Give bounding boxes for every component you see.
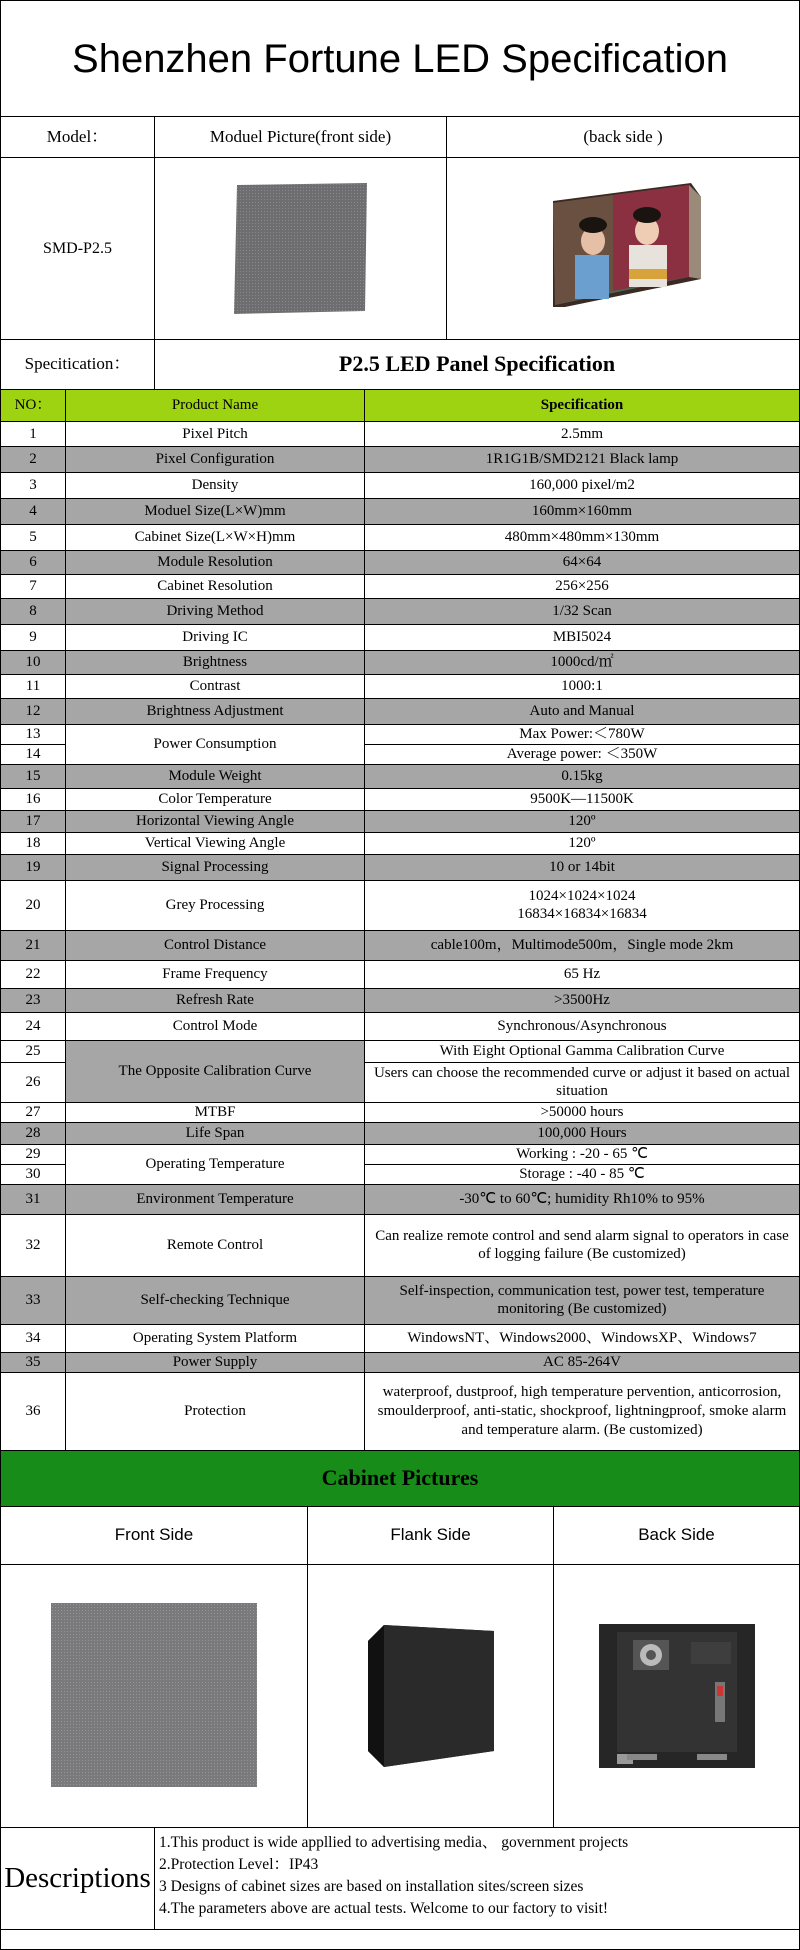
row-spec: Synchronous/Asynchronous: [365, 1012, 800, 1040]
row-number: 23: [1, 988, 66, 1012]
row-spec: MBI5024: [365, 625, 800, 651]
row-name: Grey Processing: [66, 880, 365, 930]
spec-row: [1, 422, 800, 447]
spec-row: [1, 699, 800, 725]
row-name: Moduel Size(L×W)mm: [66, 499, 365, 525]
row-number: 34: [1, 1324, 66, 1352]
row-number: 26: [1, 1062, 66, 1102]
row-spec: AC 85-264V: [365, 1352, 800, 1372]
row-number: 16: [1, 788, 66, 810]
row-name: Pixel Configuration: [66, 447, 365, 473]
cabinet-front-cell: [0, 1564, 308, 1828]
spec-row: [1, 725, 800, 745]
spec-table-header: [1, 390, 800, 422]
spec-row: [1, 675, 800, 699]
row-name: Control Mode: [66, 1012, 365, 1040]
spec-row: [1, 832, 800, 854]
row-number: 18: [1, 832, 66, 854]
row-spec: 160,000 pixel/m2: [365, 473, 800, 499]
spec-row: [1, 988, 800, 1012]
row-spec: Average power: ＜350W: [365, 745, 800, 765]
spec-row: [1, 1214, 800, 1276]
module-front-cell: [154, 157, 447, 340]
row-name: Refresh Rate: [66, 988, 365, 1012]
row-name: Operating Temperature: [66, 1144, 365, 1184]
row-spec: 480mm×480mm×130mm: [365, 525, 800, 551]
module-back-cell: [446, 157, 800, 340]
row-number: 28: [1, 1122, 66, 1144]
spec-label: Specitication：: [0, 339, 155, 390]
row-number: 3: [1, 473, 66, 499]
spec-row: [1, 599, 800, 625]
spec-row: [1, 880, 800, 930]
row-number: 31: [1, 1184, 66, 1214]
spec-row: [1, 551, 800, 575]
row-spec: 65 Hz: [365, 960, 800, 988]
cabinet-back-cell: [553, 1564, 800, 1828]
module-back-image: [543, 179, 703, 319]
row-number: 4: [1, 499, 66, 525]
row-spec: 1024×1024×1024 16834×16834×16834: [365, 880, 800, 930]
row-name: Operating System Platform: [66, 1324, 365, 1352]
spec-row: [1, 854, 800, 880]
row-number: 33: [1, 1276, 66, 1324]
row-number: 12: [1, 699, 66, 725]
row-number: 10: [1, 651, 66, 675]
spec-row: [1, 788, 800, 810]
cabinet-flank-image: [366, 1621, 496, 1771]
header-no: NO：: [1, 390, 66, 422]
row-name: Control Distance: [66, 930, 365, 960]
row-number: 17: [1, 810, 66, 832]
row-number: 21: [1, 930, 66, 960]
spec-table-body: [1, 390, 800, 1451]
row-number: 2: [1, 447, 66, 473]
row-number: 30: [1, 1164, 66, 1184]
row-spec: >50000 hours: [365, 1102, 800, 1122]
spec-row: [1, 1352, 800, 1372]
row-number: 13: [1, 725, 66, 745]
description-line-4: 4.The parameters above are actual tests. Welcome to our factory to visit!: [159, 1900, 609, 1917]
page-title: Shenzhen Fortune LED Specification: [0, 0, 800, 117]
row-number: 9: [1, 625, 66, 651]
row-number: 7: [1, 575, 66, 599]
description-line-1: 1.This product is wide appllied to advertising media、 government projects: [159, 1834, 629, 1851]
row-spec: 256×256: [365, 575, 800, 599]
row-name: Module Resolution: [66, 551, 365, 575]
row-number: 6: [1, 551, 66, 575]
row-name: Self-checking Technique: [66, 1276, 365, 1324]
row-number: 24: [1, 1012, 66, 1040]
row-name: Color Temperature: [66, 788, 365, 810]
row-spec: 1/32 Scan: [365, 599, 800, 625]
row-spec: 100,000 Hours: [365, 1122, 800, 1144]
spec-row: [1, 1122, 800, 1144]
row-name: Vertical Viewing Angle: [66, 832, 365, 854]
model-value: SMD-P2.5: [0, 157, 155, 340]
row-number: 1: [1, 422, 66, 447]
back-side-header: (back side ): [446, 116, 800, 158]
row-name: MTBF: [66, 1102, 365, 1122]
header-spec: Specification: [365, 390, 800, 422]
row-name: Environment Temperature: [66, 1184, 365, 1214]
spec-row: [1, 625, 800, 651]
row-spec: Users can choose the recommended curve or adjust it based on actual situation: [365, 1062, 800, 1102]
front-side-label: Front Side: [0, 1506, 308, 1565]
row-spec: waterproof, dustproof, high temperature pervention, anticorrosion, smoulderproof, anti-static, shockproof, lightningproof, smoke alarm and temperature alarm. (Be customized): [365, 1372, 800, 1450]
spec-row: [1, 960, 800, 988]
spec-row: [1, 1184, 800, 1214]
spec-row: [1, 499, 800, 525]
row-spec: WindowsNT、Windows2000、WindowsXP、Windows7: [365, 1324, 800, 1352]
spec-table: [0, 389, 800, 1451]
spec-row: [1, 1144, 800, 1164]
row-name: Power Consumption: [66, 725, 365, 765]
row-spec: Storage : -40 - 85 ℃: [365, 1164, 800, 1184]
spec-row: [1, 1324, 800, 1352]
row-name: Density: [66, 473, 365, 499]
spec-row: [1, 575, 800, 599]
row-spec: With Eight Optional Gamma Calibration Curve: [365, 1040, 800, 1062]
row-number: 32: [1, 1214, 66, 1276]
spec-row: [1, 473, 800, 499]
row-number: 36: [1, 1372, 66, 1450]
row-spec: 1000cd/㎡: [365, 651, 800, 675]
row-spec: >3500Hz: [365, 988, 800, 1012]
descriptions-list: [154, 1827, 800, 1930]
row-number: 11: [1, 675, 66, 699]
spec-row: [1, 1276, 800, 1324]
spec-row: [1, 1012, 800, 1040]
module-front-image: [231, 181, 371, 316]
row-spec: 64×64: [365, 551, 800, 575]
row-spec: 1R1G1B/SMD2121 Black lamp: [365, 447, 800, 473]
row-spec: cable100m，Multimode500m，Single mode 2km: [365, 930, 800, 960]
row-number: 19: [1, 854, 66, 880]
row-number: 27: [1, 1102, 66, 1122]
row-spec: 2.5mm: [365, 422, 800, 447]
row-spec: 10 or 14bit: [365, 854, 800, 880]
row-name: Horizontal Viewing Angle: [66, 810, 365, 832]
cabinet-front-image: [49, 1601, 259, 1791]
row-spec: Can realize remote control and send alarm signal to operators in case of logging failure (Be customized): [365, 1214, 800, 1276]
row-spec: 0.15kg: [365, 764, 800, 788]
row-name: Contrast: [66, 675, 365, 699]
back-side-label: Back Side: [553, 1506, 800, 1565]
row-spec: 1000:1: [365, 675, 800, 699]
row-number: 14: [1, 745, 66, 765]
row-name: Pixel Pitch: [66, 422, 365, 447]
row-number: 29: [1, 1144, 66, 1164]
row-number: 35: [1, 1352, 66, 1372]
spec-row: [1, 764, 800, 788]
row-spec: 120º: [365, 832, 800, 854]
row-number: 5: [1, 525, 66, 551]
row-name: Cabinet Resolution: [66, 575, 365, 599]
row-name: Brightness Adjustment: [66, 699, 365, 725]
row-number: 20: [1, 880, 66, 930]
row-name: Life Span: [66, 1122, 365, 1144]
row-number: 15: [1, 764, 66, 788]
descriptions-label: Descriptions: [0, 1827, 155, 1930]
row-number: 8: [1, 599, 66, 625]
row-name: Brightness: [66, 651, 365, 675]
spec-row: [1, 651, 800, 675]
row-spec: -30℃ to 60℃; humidity Rh10% to 95%: [365, 1184, 800, 1214]
row-name: Module Weight: [66, 764, 365, 788]
cabinet-flank-cell: [307, 1564, 554, 1828]
row-name: Power Supply: [66, 1352, 365, 1372]
row-spec: Working : -20 - 65 ℃: [365, 1144, 800, 1164]
spec-row: [1, 447, 800, 473]
row-name: Frame Frequency: [66, 960, 365, 988]
row-spec: Self-inspection, communication test, power test, temperature monitoring (Be customized): [365, 1276, 800, 1324]
spec-row: [1, 1040, 800, 1062]
row-number: 25: [1, 1040, 66, 1062]
front-side-header: Moduel Picture(front side): [154, 116, 447, 158]
spec-row: [1, 810, 800, 832]
description-line-3: 3 Designs of cabinet sizes are based on installation sites/screen sizes: [159, 1878, 584, 1895]
row-name: Cabinet Size(L×W×H)mm: [66, 525, 365, 551]
header-name: Product Name: [66, 390, 365, 422]
spec-title: P2.5 LED Panel Specification: [154, 339, 800, 390]
row-spec: 9500K—11500K: [365, 788, 800, 810]
spec-row: [1, 1102, 800, 1122]
model-header: Model：: [0, 116, 155, 158]
cabinet-title: Cabinet Pictures: [0, 1450, 800, 1507]
row-name: Signal Processing: [66, 854, 365, 880]
row-spec: Auto and Manual: [365, 699, 800, 725]
row-name: Driving IC: [66, 625, 365, 651]
row-spec: Max Power:＜780W: [365, 725, 800, 745]
flank-side-label: Flank Side: [307, 1506, 554, 1565]
spec-row: [1, 1372, 800, 1450]
description-line-2: 2.Protection Level：IP43: [159, 1856, 319, 1873]
spec-row: [1, 525, 800, 551]
row-name: Driving Method: [66, 599, 365, 625]
spec-row: [1, 930, 800, 960]
row-name: The Opposite Calibration Curve: [66, 1040, 365, 1102]
row-number: 22: [1, 960, 66, 988]
row-spec: 160mm×160mm: [365, 499, 800, 525]
row-name: Remote Control: [66, 1214, 365, 1276]
row-spec: 120º: [365, 810, 800, 832]
cabinet-back-image: [597, 1622, 757, 1770]
row-name: Protection: [66, 1372, 365, 1450]
